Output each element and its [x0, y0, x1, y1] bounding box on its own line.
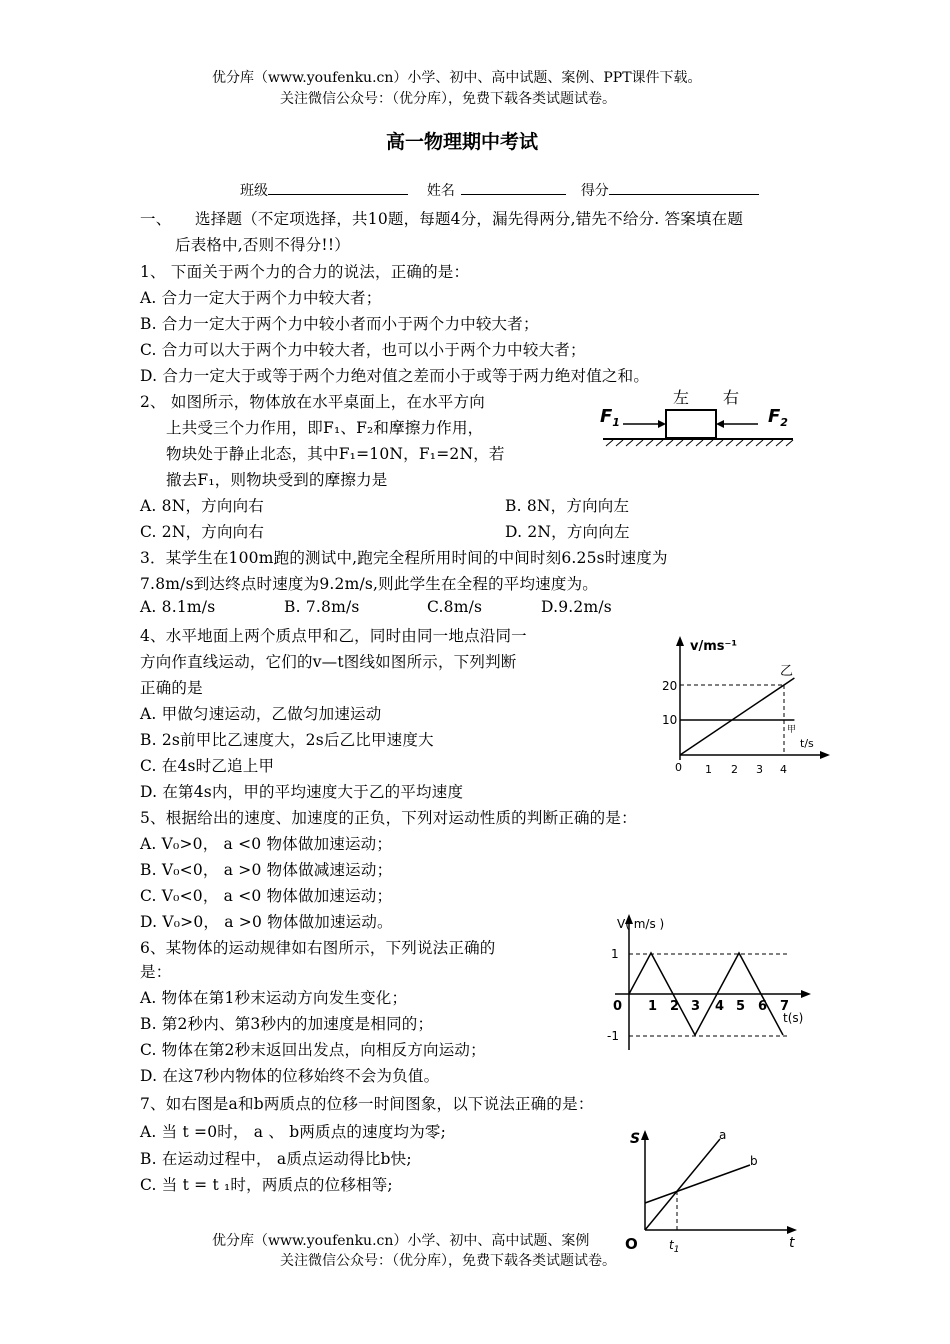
info-line: [240, 180, 759, 200]
q3-option-b: B. 7.8m/s: [284, 598, 360, 616]
q1-option-a: A. 合力一定大于两个力中较大者；: [140, 289, 382, 307]
q6-xtick-3: 3: [691, 999, 701, 1014]
q6-stem-1: 6、某物体的运动规律如右图所示，下列说法正确的: [140, 939, 496, 957]
q6-xtick-6: 6: [758, 999, 768, 1014]
q4-option-a: A. 甲做匀速运动，乙做匀加速运动: [140, 705, 382, 723]
q6-xtick-5: 5: [736, 999, 746, 1014]
q6-xtick-2: 2: [670, 999, 680, 1014]
q5-option-d: D. V₀>0， a >0 物体做加速运动。: [140, 913, 393, 931]
section1-line2: 后表格中,否则不得分!!）: [175, 236, 350, 254]
q7-st-graph: [625, 1125, 800, 1255]
score-label: 得分: [580, 183, 609, 199]
q6-ytick-neg1: -1: [607, 1029, 619, 1043]
class-blank: [268, 194, 408, 195]
q1-stem: 1、 下面关于两个力的合力的说法，正确的是：: [140, 263, 470, 281]
q7-line-b: [645, 1165, 750, 1203]
q4-option-d: D. 在第4s内，甲的平均速度大于乙的平均速度: [140, 783, 464, 801]
q3-line-1: 3．某学生在100m跑的测试中,跑完全程所用时间的中间时刻6.25s时速度为: [140, 549, 668, 567]
q4-stem-3: 正确的是: [140, 679, 203, 697]
q4-xtick-0: 0: [675, 761, 682, 774]
q2-force-diagram: [598, 388, 798, 448]
q4-stem-2: 方向作直线运动，它们的v—t图线如图所示，下列判断: [140, 653, 517, 671]
q4-xtick-2: 2: [731, 763, 738, 776]
q6-xtick-1: 1: [648, 999, 658, 1014]
header-line-1: 优分库（www.youfenku.cn）小学、初中、高中试题、案例、PPT课件下载。: [212, 70, 702, 86]
q4-ytick-10: 10: [662, 713, 678, 727]
q7-option-b: B. 在运动过程中， a质点运动得比b快;: [140, 1150, 412, 1168]
q6-xtick-4: 4: [715, 999, 725, 1014]
q4-xtick-1: 1: [705, 763, 712, 776]
q6-x-axis-arrow: [801, 990, 811, 998]
footer-line-1: 优分库（www.youfenku.cn）小学、初中、高中试题、案例: [212, 1233, 590, 1249]
q7-y-axis-arrow: [641, 1130, 649, 1140]
q4-x-axis-arrow: [820, 751, 830, 759]
q6-option-c: C. 物体在第2秒末返回出发点，向相反方向运动；: [140, 1041, 486, 1059]
q2-option-a: A. 8N，方向向右: [140, 497, 264, 515]
q1-option-b: B. 合力一定大于两个力中较小者而小于两个力中较大者；: [140, 315, 539, 333]
q7-x-axis-arrow: [787, 1226, 797, 1234]
q4-xlabel: t/s: [800, 737, 814, 750]
q1-option-d: D. 合力一定大于或等于两个力绝对值之差而小于或等于两力绝对值之和。: [140, 367, 650, 385]
q4-ytick-20: 20: [662, 679, 678, 693]
q7-option-c: C. 当 t = t ₁时，两质点的位移相等;: [140, 1176, 393, 1194]
q2-stem-4: 撤去F₁，则物块受到的摩擦力是: [166, 471, 388, 489]
q3-option-d: D.9.2m/s: [541, 598, 612, 616]
q7-origin: O: [625, 1235, 638, 1253]
q2-option-c: C. 2N，方向向右: [140, 523, 265, 541]
label-f1: $F_1$: [600, 406, 620, 429]
q7-t1-label: $t_1$: [669, 1238, 680, 1255]
q2-option-d: D. 2N，方向向左: [505, 523, 630, 541]
q4-ylabel: v/ms⁻¹: [690, 639, 738, 654]
q6-option-b: B. 第2秒内、第3秒内的加速度是相同的；: [140, 1015, 434, 1033]
q6-ytick-1: 1: [611, 947, 619, 961]
q2-option-b: B. 8N，方向向左: [505, 497, 630, 515]
q4-stem-1: 4、水平地面上两个质点甲和乙，同时由同一地点沿同一: [140, 627, 527, 645]
q7-stem: 7、如右图是a和b两质点的位移一时间图象，以下说法正确的是：: [140, 1095, 594, 1113]
q6-xtick-7: 7: [780, 999, 790, 1014]
f1-arrow-head: [658, 420, 666, 428]
label-left: 左: [673, 388, 690, 407]
q6-vt-graph: [605, 910, 815, 1060]
block: [666, 410, 716, 438]
section1-line1: 一、 选择题（不定项选择，共10题，每题4分，漏先得两分,错先不给分. 答案填在题: [140, 210, 744, 228]
q6-stem-2: 是：: [140, 963, 172, 981]
q4-option-c: C. 在4s时乙追上甲: [140, 757, 275, 775]
class-label: 班级: [240, 183, 268, 199]
q5-stem: 5、根据给出的速度、加速度的正负，下列对运动性质的判断正确的是：: [140, 809, 637, 827]
q3-option-a: A. 8.1m/s: [140, 598, 216, 616]
name-label: 姓名: [426, 183, 455, 199]
q5-option-b: B. V₀<0， a >0 物体做减速运动；: [140, 861, 393, 879]
q7-xlabel: t: [789, 1235, 795, 1251]
q6-xlabel: t(s): [783, 1011, 804, 1025]
name-blank: [461, 194, 566, 195]
q2-stem-1: 2、 如图所示，物体放在水平桌面上，在水平方向: [140, 393, 485, 411]
q2-stem-2: 上共受三个力作用，即F₁、F₂和摩擦力作用，: [166, 419, 484, 437]
q4-line-yi: [680, 678, 797, 755]
q7-line-a: [645, 1139, 720, 1230]
table-hatching: [606, 440, 793, 446]
q7-ylabel: S: [630, 1131, 641, 1147]
q4-option-b: B. 2s前甲比乙速度大，2s后乙比甲速度大: [140, 731, 434, 749]
q5-option-a: A. V₀>0， a <0 物体做加速运动；: [140, 835, 393, 853]
q5-option-c: C. V₀<0， a <0 物体做加速运动；: [140, 887, 393, 905]
q4-y-axis-arrow: [676, 636, 684, 646]
q6-option-a: A. 物体在第1秒末运动方向发生变化；: [140, 989, 408, 1007]
q4-xtick-3: 3: [756, 763, 763, 776]
q7-label-b: b: [750, 1154, 758, 1168]
score-blank: [609, 194, 759, 195]
q1-option-c: C. 合力可以大于两个力中较大者，也可以小于两个力中较大者；: [140, 341, 586, 359]
footer-line-2: 关注微信公众号：（优分库），免费下载各类试题试卷。: [280, 1253, 616, 1269]
page-title: 高一物理期中考试: [386, 131, 539, 153]
f2-arrow-head: [716, 420, 724, 428]
q3-option-c: C.8m/s: [427, 598, 483, 616]
q6-option-d: D. 在这7秒内物体的位移始终不会为负值。: [140, 1067, 440, 1085]
label-right: 右: [723, 388, 740, 407]
q4-label-jia: 甲: [787, 725, 797, 735]
q7-label-a: a: [719, 1128, 727, 1142]
q6-ylabel: V( m/s ): [617, 917, 665, 931]
q7-option-a: A. 当 t =0时， a 、 b两质点的速度均为零;: [140, 1123, 447, 1141]
q4-xtick-4: 4: [780, 763, 787, 776]
q2-stem-3: 物块处于静止北态，其中F₁=10N，F₁=2N，若: [166, 445, 505, 463]
label-f2: $F_2$: [768, 406, 788, 429]
header-line-2: 关注微信公众号：（优分库），免费下载各类试题试卷。: [280, 91, 616, 107]
q3-line-2: 7.8m/s到达终点时速度为9.2m/s,则此学生在全程的平均速度为。: [140, 575, 598, 593]
q4-vt-graph: [660, 630, 830, 780]
q6-xtick-0: 0: [613, 999, 623, 1014]
q4-label-yi: 乙: [780, 664, 794, 679]
